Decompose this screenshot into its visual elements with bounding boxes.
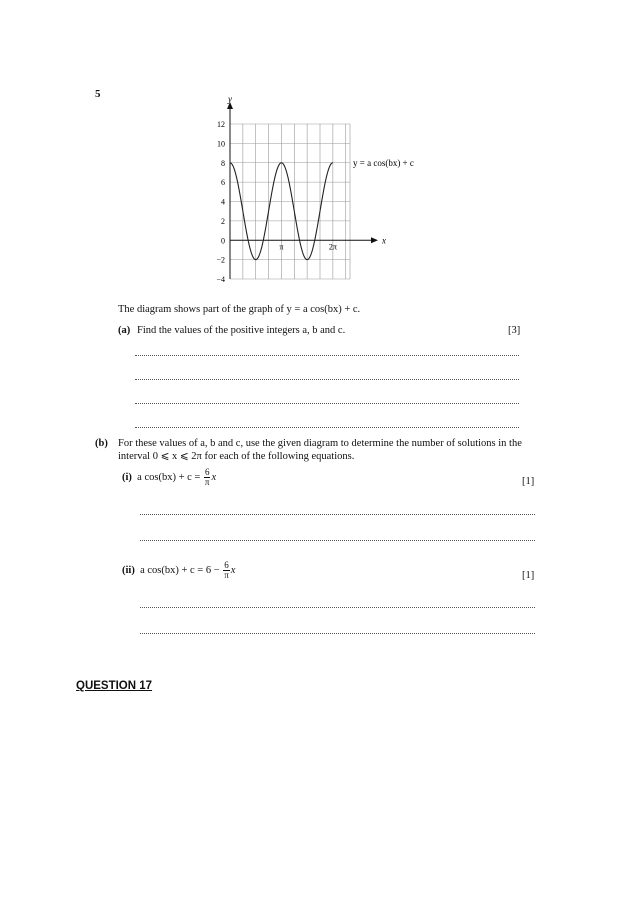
- answer-line[interactable]: [135, 403, 519, 404]
- answer-line[interactable]: [140, 540, 535, 541]
- next-question-heading: QUESTION 17: [76, 680, 153, 692]
- fraction-numerator: 6: [204, 467, 210, 477]
- answer-line[interactable]: [135, 379, 519, 380]
- grid-lines: [230, 124, 350, 279]
- part-b-ii-marks: [1]: [522, 570, 535, 581]
- y-tick-label: 6: [221, 178, 225, 188]
- y-axis-label: y: [228, 94, 232, 104]
- part-b-ii-label: (ii): [122, 564, 135, 576]
- x-axis-label: x: [382, 235, 386, 246]
- part-a-marks: [3]: [508, 325, 521, 336]
- cosine-graph: [196, 94, 436, 294]
- fraction-denominator: π: [204, 477, 210, 487]
- part-b-label: (b): [95, 438, 108, 449]
- x-tick-label: 2π: [328, 242, 337, 252]
- part-b-line2: interval 0 ⩽ x ⩽ 2π for each of the following equations.: [118, 451, 355, 462]
- y-tick-label: 8: [221, 158, 225, 168]
- y-tick-label: −4: [216, 275, 225, 284]
- part-b-ii-equation: [122, 561, 235, 580]
- answer-line[interactable]: [140, 514, 535, 515]
- part-b-ii-rhs: x: [230, 564, 236, 576]
- part-b-i-lhs: a cos(bx) + c =: [137, 471, 203, 483]
- part-b-ii-lhs: a cos(bx) + c = 6 −: [140, 564, 223, 576]
- y-tick-label: 2: [221, 216, 225, 226]
- curve-label: y = a cos(bx) + c: [353, 157, 414, 168]
- part-b-i-rhs: x: [211, 471, 217, 483]
- answer-line[interactable]: [135, 355, 519, 356]
- x-axis-arrow: [371, 237, 378, 243]
- fraction: [204, 468, 211, 487]
- y-tick-label: −2: [216, 255, 225, 265]
- y-tick-label: 4: [221, 197, 225, 207]
- answer-line[interactable]: [140, 633, 535, 634]
- answer-line[interactable]: [140, 607, 535, 608]
- fraction: [223, 561, 230, 580]
- y-tick-label: 12: [217, 120, 225, 129]
- part-b-i-equation: [122, 468, 216, 487]
- part-a-text: Find the values of the positive integers a, b and c.: [137, 325, 346, 336]
- fraction-denominator: π: [224, 570, 229, 580]
- question-number: 5: [95, 88, 101, 100]
- part-b-line1: For these values of a, b and c, use the given diagram to determine the number of solutions in the: [118, 438, 522, 449]
- y-tick-label: 10: [217, 139, 225, 149]
- intro-text: The diagram shows part of the graph of y = a cos(bx) + c.: [118, 304, 361, 315]
- fraction-numerator: 6: [224, 560, 229, 570]
- x-tick-label: π: [279, 242, 284, 252]
- part-a-label: (a): [118, 325, 131, 336]
- answer-line[interactable]: [135, 427, 519, 428]
- part-b-i-label: (i): [122, 471, 132, 483]
- part-b-i-marks: [1]: [522, 476, 535, 487]
- y-tick-label: 0: [221, 236, 225, 246]
